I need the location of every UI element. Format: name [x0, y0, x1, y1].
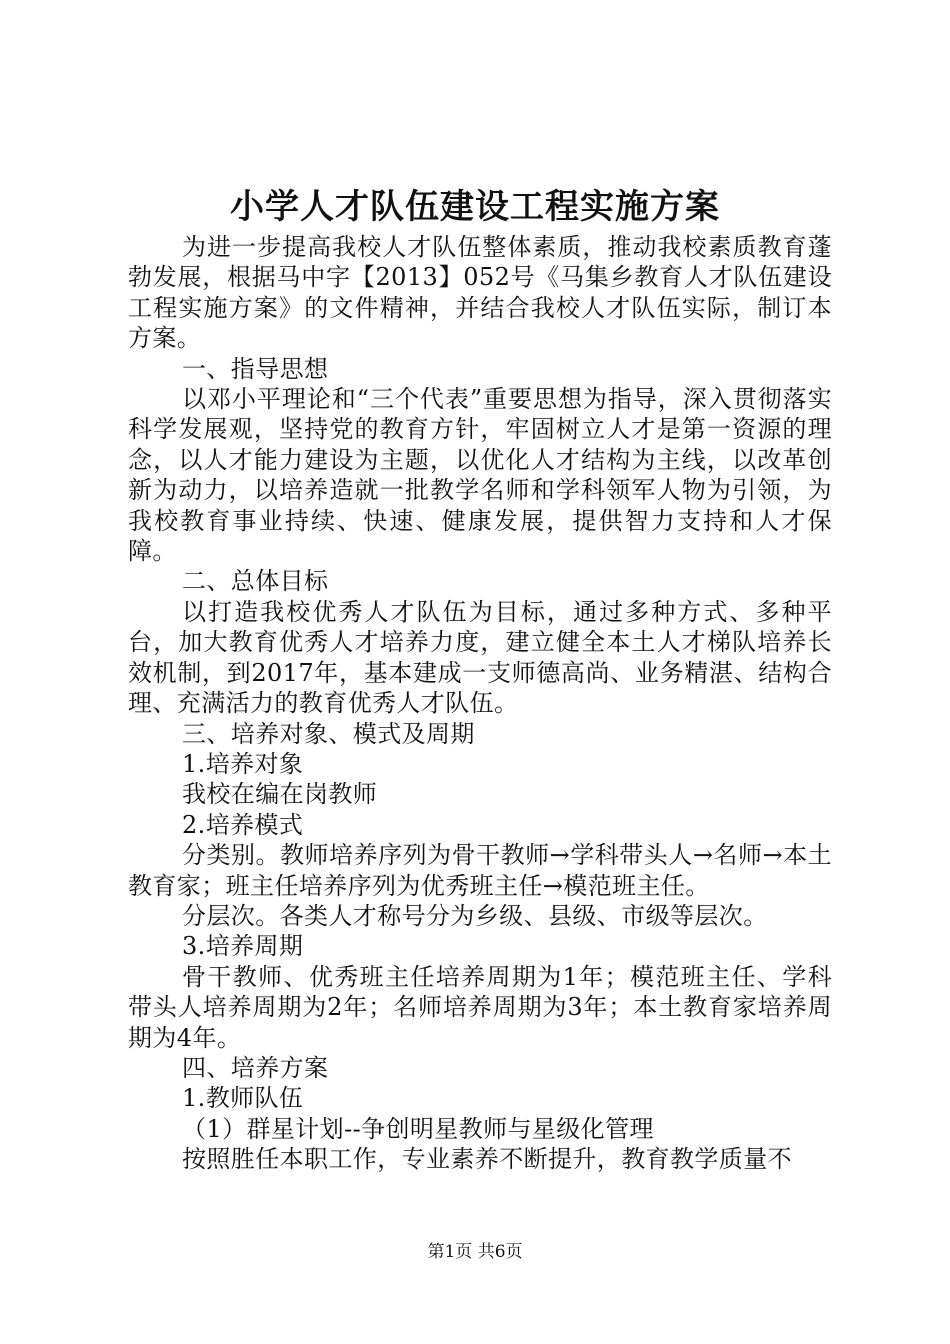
guiding-thought-paragraph: 以邓小平理论和“三个代表”重要思想为指导，深入贯彻落实科学发展观，坚持党的教育方针，牢固树立人才是第一资源的理念，以人才能力建设为主题，以优化人才结构为主线，以改革创新为动力，以培养造就一批教学名师和学科领军人物为引领，为我校教育事业持续、快速、健康发展，提供智力支持和人才保障。 — [128, 385, 832, 566]
subheading-star-plan: （1）群星计划--争创明星教师与星级化管理 — [182, 1114, 654, 1143]
subheading-teacher-team: 1.教师队伍 — [182, 1084, 304, 1113]
subheading-training-cycle: 3.培养周期 — [182, 932, 304, 961]
overall-goal-paragraph: 以打造我校优秀人才队伍为目标，通过多种方式、多种平台，加大教育优秀人才培养力度，建立健全本土人才梯队培养长效机制，到2017年，基本建成一支师德高尚、业务精湛、结构合理、充满活力的教育优秀人才队伍。 — [128, 597, 832, 718]
training-mode-level-paragraph: 分层次。各类人才称号分为乡级、县级、市级等层次。 — [182, 901, 768, 930]
intro-paragraph: 为进一步提高我校人才队伍整体素质，推动我校素质教育蓬勃发展，根据马中字【2013】052号《马集乡教育人才队伍建设工程实施方案》的文件精神，并结合我校人才队伍实际，制订本方案。 — [128, 233, 832, 353]
star-plan-paragraph: 按照胜任本职工作，专业素养不断提升，教育教学质量不 — [182, 1145, 792, 1174]
document-title: 小学人才队伍建设工程实施方案 — [230, 187, 720, 227]
training-targets-paragraph: 我校在编在岗教师 — [182, 780, 378, 809]
training-mode-category-paragraph: 分类别。教师培养序列为骨干教师→学科带头人→名师→本土教育家；班主任培养序列为优秀班主任→模范班主任。 — [128, 841, 832, 900]
section-heading-training-targets: 三、培养对象、模式及周期 — [182, 719, 475, 748]
training-cycle-paragraph: 骨干教师、优秀班主任培养周期为1年；模范班主任、学科带头人培养周期为2年；名师培养周期为3年；本土教育家培养周期为4年。 — [128, 962, 832, 1052]
subheading-training-targets: 1.培养对象 — [182, 749, 304, 778]
page-number-footer: 第1页 共6页 — [427, 1242, 523, 1262]
document-body — [128, 232, 832, 1175]
section-heading-overall-goal: 二、总体目标 — [182, 567, 329, 596]
subheading-training-mode: 2.培养模式 — [182, 810, 304, 839]
section-heading-training-plan: 四、培养方案 — [182, 1053, 329, 1082]
section-heading-guiding-thought: 一、指导思想 — [182, 354, 329, 383]
